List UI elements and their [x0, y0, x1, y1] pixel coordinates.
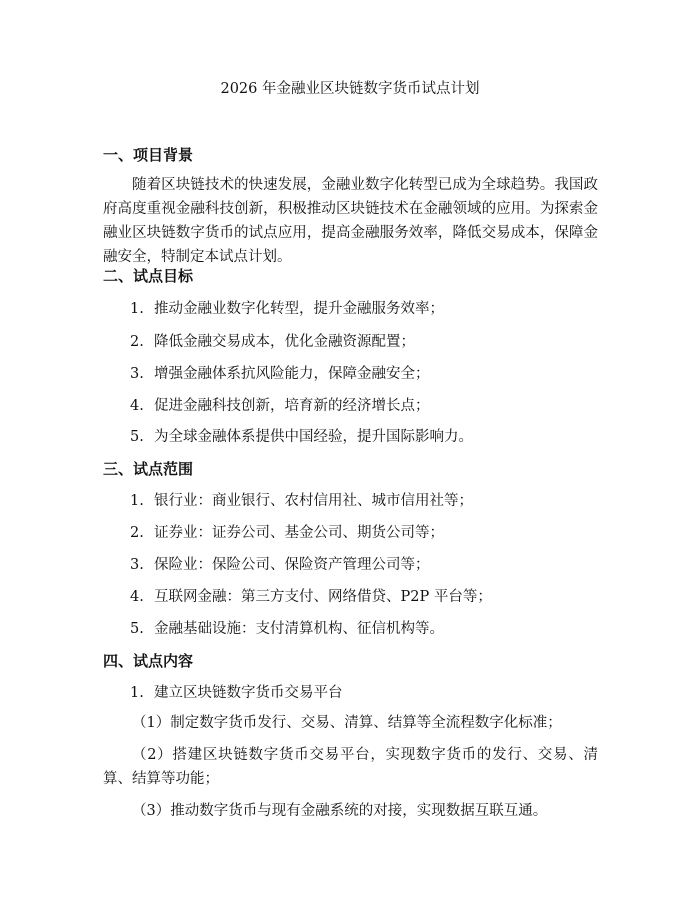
- section-heading-background: 一、项目背景: [103, 146, 194, 164]
- item-text: 为全球金融体系提供中国经验，提升国际影响力。: [154, 429, 473, 445]
- goal-item: [130, 332, 415, 352]
- item-text: 增强金融体系抗风险能力，保障金融安全；: [154, 366, 430, 382]
- item-number: 5.: [130, 621, 144, 637]
- content-subitem: （2）搭建区块链数字货币交易平台，实现数字货币的发行、交易、清算、结算等功能；: [103, 747, 598, 787]
- section-heading-content: 四、试点内容: [103, 652, 194, 670]
- section-heading-goals: 二、试点目标: [103, 267, 194, 285]
- item-number: 4.: [130, 398, 144, 414]
- item-number: 2.: [130, 525, 144, 541]
- scope-item: [130, 523, 444, 543]
- item-number: 1.: [130, 301, 144, 317]
- item-text: 推动金融业数字化转型，提升金融服务效率；: [154, 301, 444, 317]
- item-text: 银行业：商业银行、农村信用社、城市信用社等；: [154, 493, 473, 509]
- goal-item: [130, 299, 444, 319]
- item-number: 4.: [130, 589, 144, 605]
- item-number: 1.: [130, 493, 144, 509]
- item-number: 2.: [130, 334, 144, 350]
- scope-item: [130, 555, 430, 575]
- item-text: 互联网金融：第三方支付、网络借贷、P2P 平台等；: [154, 589, 492, 605]
- content-item: [130, 683, 343, 703]
- item-text: 降低金融交易成本，优化金融资源配置；: [154, 334, 415, 350]
- goal-item: [130, 396, 430, 416]
- scope-item: [130, 619, 444, 639]
- item-number: 3.: [130, 557, 144, 573]
- document-title: 2026 年金融业区块链数字货币试点计划: [220, 81, 480, 97]
- item-number: 5.: [130, 429, 144, 445]
- content-subitem: （3）推动数字货币与现有金融系统的对接，实现数据互联互通。: [132, 803, 548, 819]
- background-paragraph: 随着区块链技术的快速发展，金融业数字化转型已成为全球趋势。我国政府高度重视金融科技创新，积极推动区块链技术在金融领域的应用。为探索金融业区块链数字货币的试点应用，提高金融服务效率，降低交易成本，保障金融安全，特制定本试点计划。: [103, 177, 598, 265]
- item-text: 证券业：证券公司、基金公司、期货公司等；: [154, 525, 444, 541]
- scope-item: [130, 491, 473, 511]
- goal-item: [130, 364, 430, 384]
- item-text: 建立区块链数字货币交易平台: [154, 685, 343, 701]
- item-number: 3.: [130, 366, 144, 382]
- item-text: 保险业：保险公司、保险资产管理公司等；: [154, 557, 430, 573]
- goal-item: [130, 427, 473, 447]
- section-heading-scope: 三、试点范围: [103, 460, 194, 478]
- item-text: 金融基础设施：支付清算机构、征信机构等。: [154, 621, 444, 637]
- item-number: 1.: [130, 685, 144, 701]
- content-subitem: （1）制定数字货币发行、交易、清算、结算等全流程数字化标准；: [132, 715, 562, 731]
- item-text: 促进金融科技创新，培育新的经济增长点；: [154, 398, 430, 414]
- scope-item: [130, 587, 492, 607]
